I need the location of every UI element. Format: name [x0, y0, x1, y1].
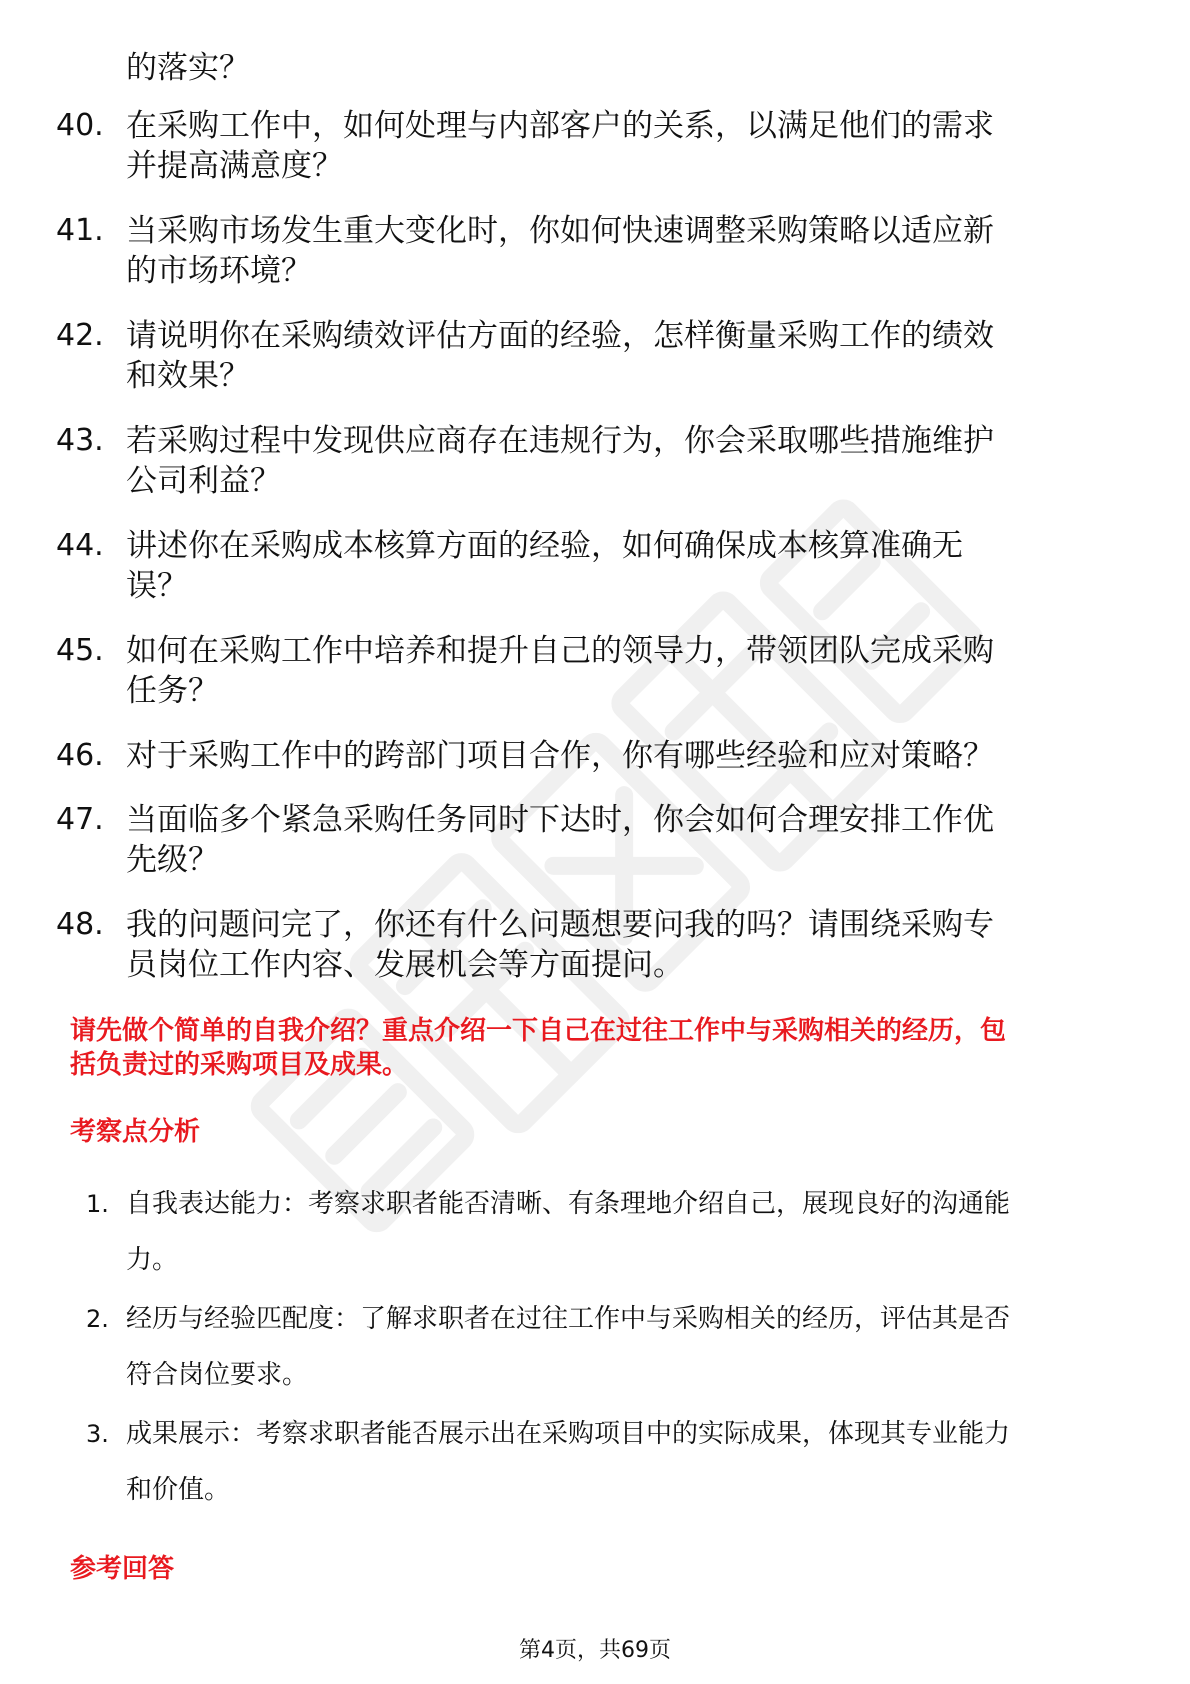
list-item-text: [126, 736, 1116, 776]
list-item-text: [126, 106, 1116, 186]
list-item-line: 请说明你在采购绩效评估方面的经验，怎样衡量采购工作的绩效: [126, 318, 994, 354]
analysis-item-line: 和价值。: [126, 1475, 231, 1505]
list-item-number: 46.: [56, 738, 104, 773]
list-item-number: 47.: [56, 802, 104, 837]
list-item-line: 若采购过程中发现供应商存在违规行为，你会采取哪些措施维护: [126, 423, 994, 459]
analysis-item-line: 经历与经验匹配度：了解求职者在过往工作中与采购相关的经历，评估其是否: [126, 1304, 1011, 1334]
list-item-line: 如何在采购工作中培养和提升自己的领导力，带领团队完成采购: [126, 633, 994, 669]
analysis-item-line: 符合岗位要求。: [126, 1360, 309, 1390]
analysis-item-line: 力。: [126, 1245, 179, 1275]
list-item-line: 当采购市场发生重大变化时，你如何快速调整采购策略以适应新: [126, 213, 994, 249]
list-item-number: 44.: [56, 528, 104, 563]
list-item-number: 42.: [56, 318, 104, 353]
analysis-item-number: 2.: [86, 1305, 109, 1333]
analysis-item-line: 成果展示：考察求职者能否展示出在采购项目中的实际成果，体现其专业能力: [126, 1419, 1011, 1449]
list-item-text: [126, 48, 1116, 88]
list-item-line: 和效果？: [126, 358, 250, 394]
list-item-text: [126, 526, 1116, 606]
list-item-line: 的市场环境？: [126, 253, 312, 289]
list-item-line: 误？: [126, 568, 188, 604]
list-item-number: 41.: [56, 213, 104, 248]
list-item-line: 讲述你在采购成本核算方面的经验，如何确保成本核算准确无: [126, 528, 963, 564]
list-item-text: [126, 316, 1116, 396]
list-item-text: [126, 800, 1116, 880]
analysis-item-line: 自我表达能力：考察求职者能否清晰、有条理地介绍自己，展现良好的沟通能: [126, 1189, 1011, 1219]
list-item-number: 48.: [56, 907, 104, 942]
analysis-heading: 考察点分析: [70, 1117, 201, 1147]
analysis-item-text: [126, 1188, 1126, 1300]
list-item-text: [126, 211, 1116, 291]
list-item-line: 并提高满意度？: [126, 148, 343, 184]
list-item-line: 的落实？: [126, 50, 250, 86]
list-item-line: 对于采购工作中的跨部门项目合作，你有哪些经验和应对策略？: [126, 738, 994, 774]
list-item-line: 我的问题问完了，你还有什么问题想要问我的吗？请围绕采购专: [126, 907, 994, 943]
list-item-number: 45.: [56, 633, 104, 668]
list-item-line: 公司利益？: [126, 463, 281, 499]
list-item-line: 先级？: [126, 842, 219, 878]
list-item-line: 当面临多个紧急采购任务同时下达时，你会如何合理安排工作优: [126, 802, 994, 838]
list-item-text: [126, 905, 1116, 985]
list-item-text: [126, 421, 1116, 501]
reference-heading: 参考回答: [70, 1554, 175, 1584]
list-item-line: 员岗位工作内容、发展机会等方面提问。: [126, 947, 684, 983]
analysis-item-number: 1.: [86, 1190, 109, 1218]
highlight-question-line: 括负责过的采购项目及成果。: [70, 1050, 409, 1080]
highlight-question-line: 请先做个简单的自我介绍？重点介绍一下自己在过往工作中与采购相关的经历，包: [70, 1016, 1007, 1046]
analysis-item-text: [126, 1418, 1126, 1530]
list-item-number: 43.: [56, 423, 104, 458]
list-item-line: 在采购工作中，如何处理与内部客户的关系，以满足他们的需求: [126, 108, 994, 144]
list-item-line: 任务？: [126, 673, 219, 709]
analysis-item-text: [126, 1303, 1126, 1415]
list-item-number: 40.: [56, 108, 104, 143]
page-number: 第4页，共69页: [519, 1638, 671, 1663]
highlight-question: [70, 1014, 1130, 1082]
list-item-text: [126, 631, 1116, 711]
analysis-item-number: 3.: [86, 1420, 109, 1448]
